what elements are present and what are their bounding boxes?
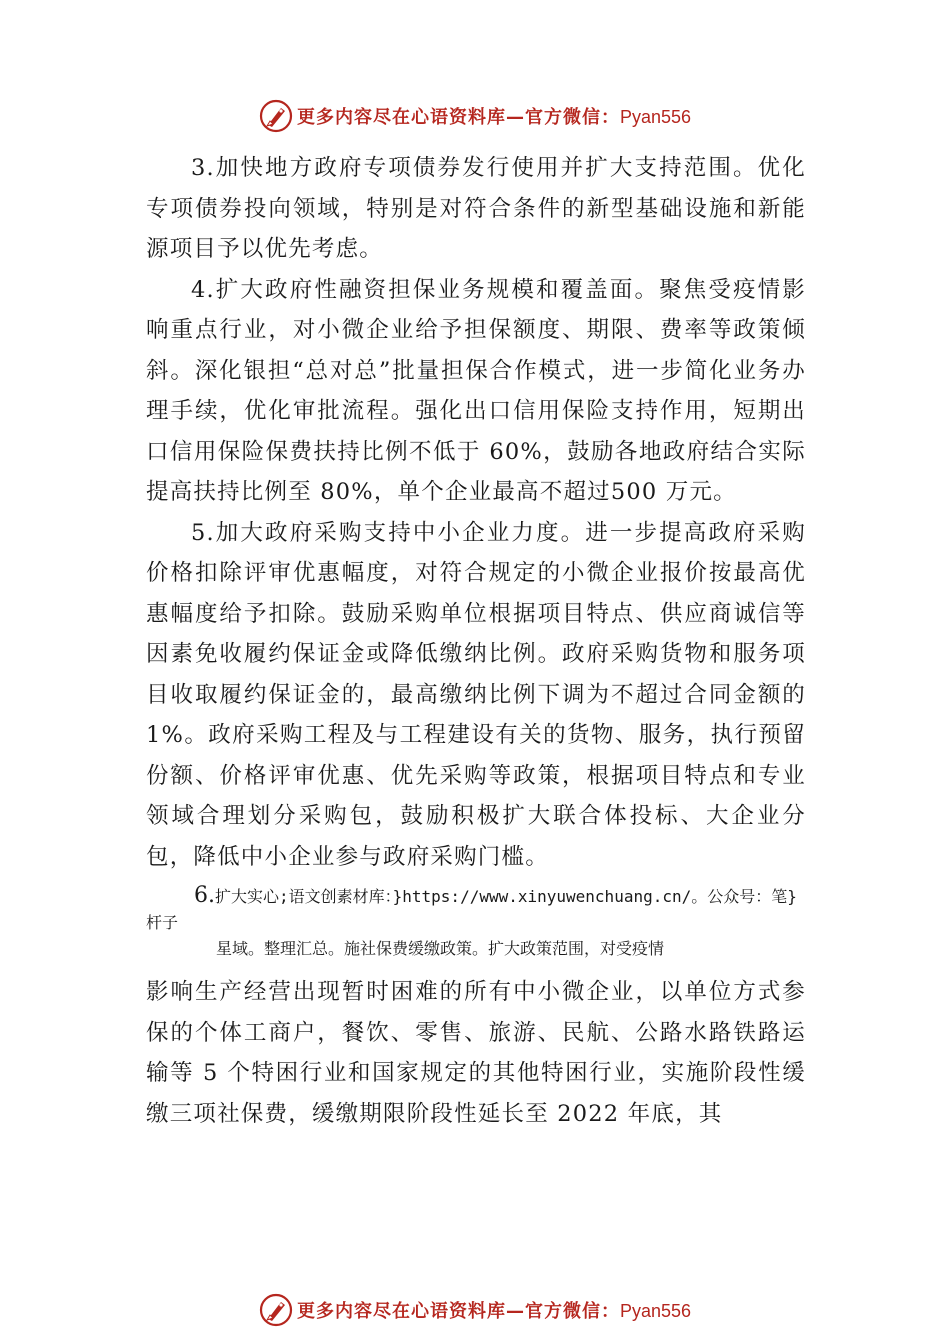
- footer-banner-text: [297, 1297, 691, 1323]
- header-banner-text: [297, 103, 691, 129]
- paragraph-3: 3.加快地方政府专项债券发行使用并扩大支持范围。优化专项债券投向领域，特别是对符合条件的新型基础设施和新能源项目予以优先考虑。: [146, 155, 806, 262]
- footer-pen-nib-logo-icon: [259, 1293, 293, 1327]
- header-wechat-id: Pyan556: [619, 107, 692, 127]
- footer-banner-label: 更多内容尽在心语资料库—官方微信：: [296, 1301, 620, 1322]
- document-body: [146, 148, 806, 1134]
- watermark-line-2: 星域。整理汇总。施社保费缓缴政策。扩大政策范围，对受疫情: [216, 939, 665, 958]
- footer-wechat-id: Pyan556: [619, 1301, 692, 1321]
- watermark-line-1: 扩大实心;语文创素材库：}https://www.xinyuwenchuang.cn/。公众号：笔}杆子: [146, 887, 797, 932]
- paragraph-5: 5.加大政府采购支持中小企业力度。进一步提高政府采购价格扣除评审优惠幅度，对符合规定的小微企业报价按最高优惠幅度给予扣除。鼓励采购单位根据项目特点、供应商诚信等因素免收履约保证金或降低缴纳比例。政府采购货物和服务项目收取履约保证金的，最高缴纳比例下调为不超过合同金额的 1%。政府采购工程及与工程建设有关的货物、服务，执行预留份额、价格评审优惠、优先采购等政策，根据项目特点和专业领域合理划分采购包，鼓励积极扩大联合体投标、大企业分包，降低中小企业参与政府采购门槛。: [146, 519, 806, 870]
- paragraph-4: 4.扩大政府性融资担保业务规模和覆盖面。聚焦受疫情影响重点行业，对小微企业给予担保额度、期限、费率等政策倾斜。深化银担“总对总”批量担保合作模式，进一步简化业务办理手续，优化审批流程。强化出口信用保险支持作用，短期出口信用保险保费扶持比例不低于 60%，鼓励各地政府结合实际提高扶持比例至 80%，单个企业最高不超过500 万元。: [146, 276, 806, 505]
- footer-banner: [0, 1290, 950, 1330]
- item-6-number: 6.: [194, 883, 215, 908]
- header-banner: [0, 96, 950, 136]
- pen-nib-logo-icon: [259, 99, 293, 133]
- watermark-item-6: [146, 883, 806, 962]
- header-banner-label: 更多内容尽在心语资料库—官方微信：: [296, 107, 620, 128]
- paragraph-6-continuation: 影响生产经营出现暂时困难的所有中小微企业，以单位方式参保的个体工商户，餐饮、零售、旅游、民航、公路水路铁路运输等 5 个特困行业和国家规定的其他特困行业，实施阶段性缓缴三项社保费，缓缴期限阶段性延长至 2022 年底，其: [146, 979, 806, 1127]
